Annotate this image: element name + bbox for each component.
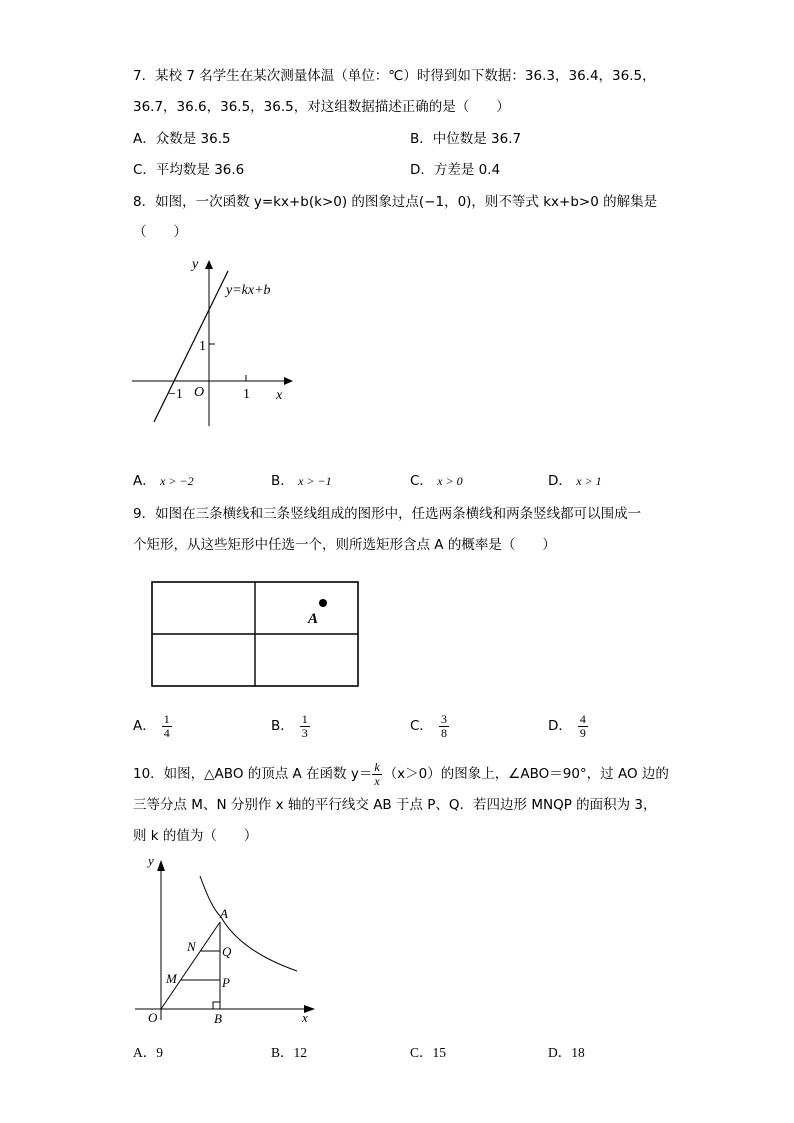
q9-option-a-fraction: [162, 713, 172, 740]
q9-option-a-numerator: 1: [163, 711, 170, 726]
q10-label-o: O: [148, 1010, 158, 1025]
q9-option-d-numerator: 4: [579, 711, 586, 726]
q10-stem-fraction: [372, 761, 381, 788]
q9-option-c-denominator: 8: [440, 725, 447, 740]
q8-option-c-value: x > 0: [437, 474, 463, 488]
q8-stem-line1: 8．如图，一次函数 y=kx+b(k>0) 的图象过点(−1，0)，则不等式 kx+b>0 的解集是: [133, 194, 658, 210]
q10-option-b[interactable]: B．12: [271, 1045, 308, 1060]
q9-option-c-numerator: 3: [440, 711, 447, 726]
q9-option-a[interactable]: [133, 711, 172, 741]
q9-grid-figure: [150, 580, 362, 690]
q10-triangle-hyperbola-graph: [130, 850, 330, 1030]
q8-label-function: y=kx+b: [226, 283, 271, 298]
q9-option-b-denominator: 3: [301, 725, 308, 740]
q9-option-d-label: D．: [548, 718, 572, 734]
q8-option-a-label: A．: [133, 473, 156, 489]
q8-label-origin: O: [194, 385, 205, 400]
q8-option-b-value: x > −1: [298, 474, 332, 488]
q8-option-a-value: x > −2: [160, 474, 194, 488]
q9-option-d[interactable]: [548, 711, 588, 741]
q10-option-c[interactable]: C．15: [410, 1045, 447, 1060]
q7-option-d[interactable]: D．方差是 0.4: [410, 162, 501, 178]
q8-label-x-one: 1: [243, 387, 250, 402]
q8-y-axis-arrow-icon: [205, 260, 213, 269]
q8-option-d-value: x > 1: [576, 474, 602, 488]
q8-option-b[interactable]: [271, 471, 332, 491]
q8-label-y: y: [192, 257, 199, 272]
q10-right-angle-mark: [213, 1002, 220, 1009]
q9-option-a-label: A．: [133, 718, 156, 734]
q8-label-y-one: 1: [199, 339, 206, 354]
q10-option-d[interactable]: D．18: [548, 1045, 585, 1060]
q9-option-c-label: C．: [410, 718, 433, 734]
q8-stem-line2: （ ）: [133, 224, 187, 240]
q8-option-d[interactable]: [548, 471, 602, 491]
q10-label-n: N: [187, 939, 196, 954]
q10-stem-fraction-denominator: x: [374, 773, 380, 788]
q10-label-q: Q: [222, 944, 232, 959]
q10-stem-line1-part-b: （x＞0）的图象上，∠ABO＝90°，过 AO 边的: [383, 766, 669, 782]
q9-option-d-denominator: 9: [579, 725, 586, 740]
q9-option-c-fraction: [439, 713, 449, 740]
q9-stem-line2: 个矩形，从这些矩形中任选一个，则所选矩形含点 A 的概率是（ ）: [133, 537, 556, 553]
q10-label-x: x: [302, 1010, 308, 1025]
q10-stem-fraction-numerator: k: [374, 759, 380, 774]
q9-option-b[interactable]: [271, 711, 310, 741]
q8-function-line: [154, 271, 228, 422]
q10-stem-line1: [133, 757, 669, 791]
q10-segment-oa: [161, 922, 220, 1009]
q10-label-b: B: [214, 1011, 222, 1026]
q10-stem-line3: 则 k 的值为（ ）: [133, 828, 258, 844]
q10-option-a[interactable]: A．9: [133, 1045, 163, 1060]
q9-option-b-fraction: [300, 713, 310, 740]
q9-option-b-numerator: 1: [301, 711, 308, 726]
q8-option-c-label: C．: [410, 473, 433, 489]
q8-label-x: x: [276, 388, 283, 403]
q7-stem-line2: 36.7，36.6，36.5，36.5，对这组数据描述正确的是（ ）: [133, 99, 510, 115]
q10-label-p: P: [222, 975, 230, 990]
q10-label-y: y: [148, 853, 154, 868]
q10-label-a: A: [220, 906, 228, 921]
q10-stem-line2: 三等分点 M、N 分别作 x 轴的平行线交 AB 于点 P、Q．若四边形 MNQP 的面积为 3，: [133, 797, 657, 813]
q9-stem-line1: 9．如图在三条横线和三条竖线组成的图形中，任选两条横线和两条竖线都可以围成一: [133, 506, 642, 522]
q9-point-a-label: A: [308, 611, 319, 627]
q8-option-d-label: D．: [548, 473, 572, 489]
q7-stem-line1: 7．某校 7 名学生在某次测量体温（单位：℃）时得到如下数据：36.3，36.4，36.5，: [133, 68, 656, 84]
q7-option-c[interactable]: C．平均数是 36.6: [133, 162, 245, 178]
q10-hyperbola-curve: [200, 876, 297, 971]
q10-label-m: M: [166, 971, 177, 986]
q7-option-a[interactable]: A．众数是 36.5: [133, 131, 231, 147]
q8-x-axis-arrow-icon: [284, 377, 293, 385]
q10-stem-line1-part-a: 10．如图，△ABO 的顶点 A 在函数 y＝: [133, 766, 373, 782]
q8-linear-function-graph: [125, 250, 305, 435]
q9-option-a-denominator: 4: [163, 725, 170, 740]
q7-option-b[interactable]: B．中位数是 36.7: [410, 131, 522, 147]
q8-label-neg-one: −1: [168, 387, 183, 402]
q8-option-c[interactable]: [410, 471, 463, 491]
q10-y-axis-arrow-icon: [157, 860, 165, 871]
q9-option-c[interactable]: [410, 711, 449, 741]
q8-option-a[interactable]: [133, 471, 194, 491]
q9-point-a: [319, 599, 327, 607]
q9-option-d-fraction: [578, 713, 588, 740]
q8-option-b-label: B．: [271, 473, 294, 489]
q9-option-b-label: B．: [271, 718, 294, 734]
